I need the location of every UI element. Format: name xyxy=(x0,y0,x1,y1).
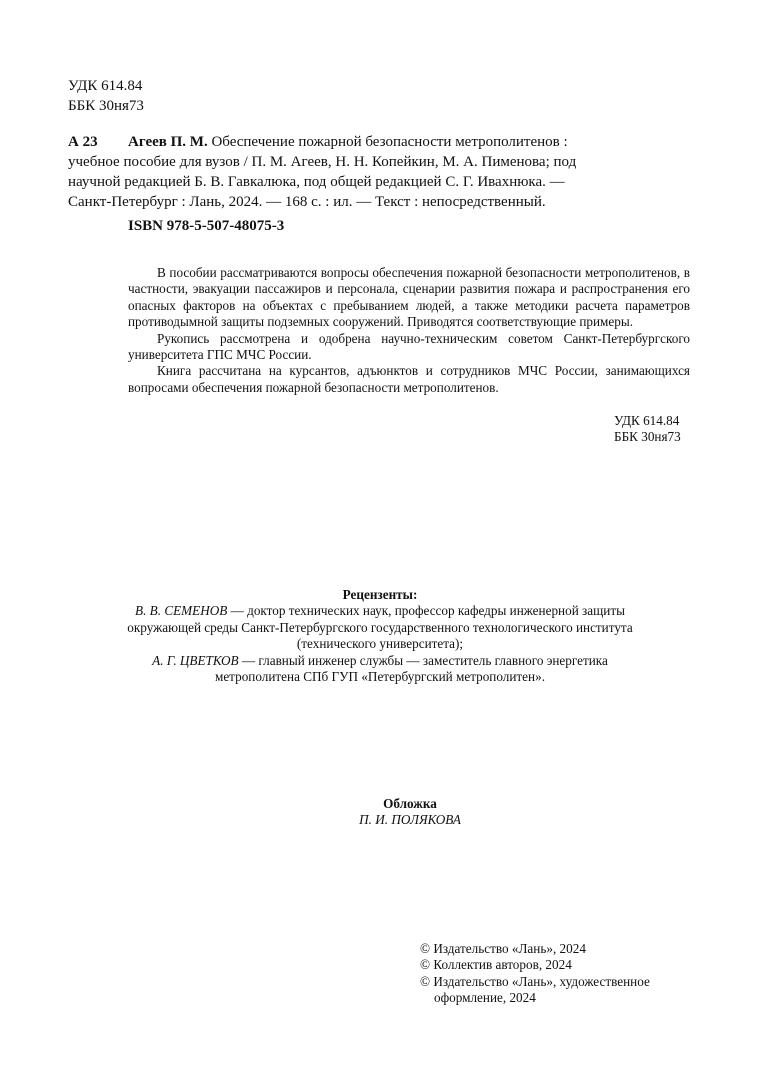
reviewer-1 xyxy=(110,603,650,652)
reviewer-2-details: — главный инженер службы — заместитель главного энергетика метрополитена СПб ГУП «Петербургский метрополитен». xyxy=(214,652,608,685)
entry-line-1 xyxy=(128,132,662,152)
author-mark: А 23 xyxy=(68,134,98,150)
entry-line-4: Санкт-Петербург : Лань, 2024. — 168 с. : ил. — Текст : непосредственный. xyxy=(68,194,546,210)
isbn: ISBN 978-5-507-48075-3 xyxy=(128,218,285,234)
abstract-paragraph-2: Рукопись рассмотрена и одобрена научно-техническим советом Санкт-Петербургского университета ГПС МЧС России. xyxy=(128,330,690,363)
reviewer-2 xyxy=(110,653,650,686)
copyright-line-4: оформление, 2024 xyxy=(434,990,536,1006)
entry-author: Агеев П. М. xyxy=(128,134,208,150)
copyright-line-3: © Издательство «Лань», художественное xyxy=(420,973,650,989)
reviewers-block xyxy=(110,587,650,685)
udk-code: УДК 614.84 xyxy=(68,78,143,94)
cover-credit xyxy=(280,796,540,829)
bbk-code: ББК 30ня73 xyxy=(68,98,144,114)
bbk-code-right: ББК 30ня73 xyxy=(614,429,681,445)
reviewers-title: Рецензенты: xyxy=(342,587,418,602)
copyright-block xyxy=(420,941,680,1007)
reviewer-1-details: — доктор технических наук, профессор кафедры инженерной защиты окружающей среды Санкт-Петербургского государственного технологического института (технического университета); xyxy=(127,603,633,652)
reviewer-1-name: В. В. СЕМЕНОВ xyxy=(135,603,228,619)
classification-codes-right xyxy=(614,413,681,446)
entry-line-3: научной редакцией Б. В. Гавкалюка, под общей редакцией С. Г. Ивахнюка. — xyxy=(68,174,565,190)
cover-title: Обложка xyxy=(383,796,437,811)
udk-code-right: УДК 614.84 xyxy=(614,413,680,428)
classification-codes-top xyxy=(68,76,144,116)
abstract-paragraph-3: Книга рассчитана на курсантов, адъюнктов и сотрудников МЧС России, занимающихся вопросами обеспечения пожарной безопасности метрополитенов. xyxy=(128,363,690,395)
entry-line-2: учебное пособие для вузов / П. М. Агеев, Н. Н. Копейкин, М. А. Пименова; под xyxy=(68,154,577,170)
copyright-line-2: © Коллектив авторов, 2024 xyxy=(420,957,572,973)
entry-title: Обеспечение пожарной безопасности метрополитенов : xyxy=(207,134,568,150)
abstract-paragraph-1: В пособии рассматриваются вопросы обеспечения пожарной безопасности метрополитенов, в частности, эвакуации пассажиров и персонала, сценарии развития пожара и распространения его опасных факторов на объектах с пребыванием людей, а также методики расчета параметров противодымной защиты подземных сооружений. Приводятся соответствующие примеры. xyxy=(128,265,690,330)
reviewer-2-name: А. Г. ЦВЕТКОВ xyxy=(152,652,239,668)
bibliographic-entry xyxy=(68,132,662,212)
copyright-line-1: © Издательство «Лань», 2024 xyxy=(420,941,586,956)
abstract xyxy=(128,265,690,396)
cover-artist: П. И. ПОЛЯКОВА xyxy=(359,812,461,828)
